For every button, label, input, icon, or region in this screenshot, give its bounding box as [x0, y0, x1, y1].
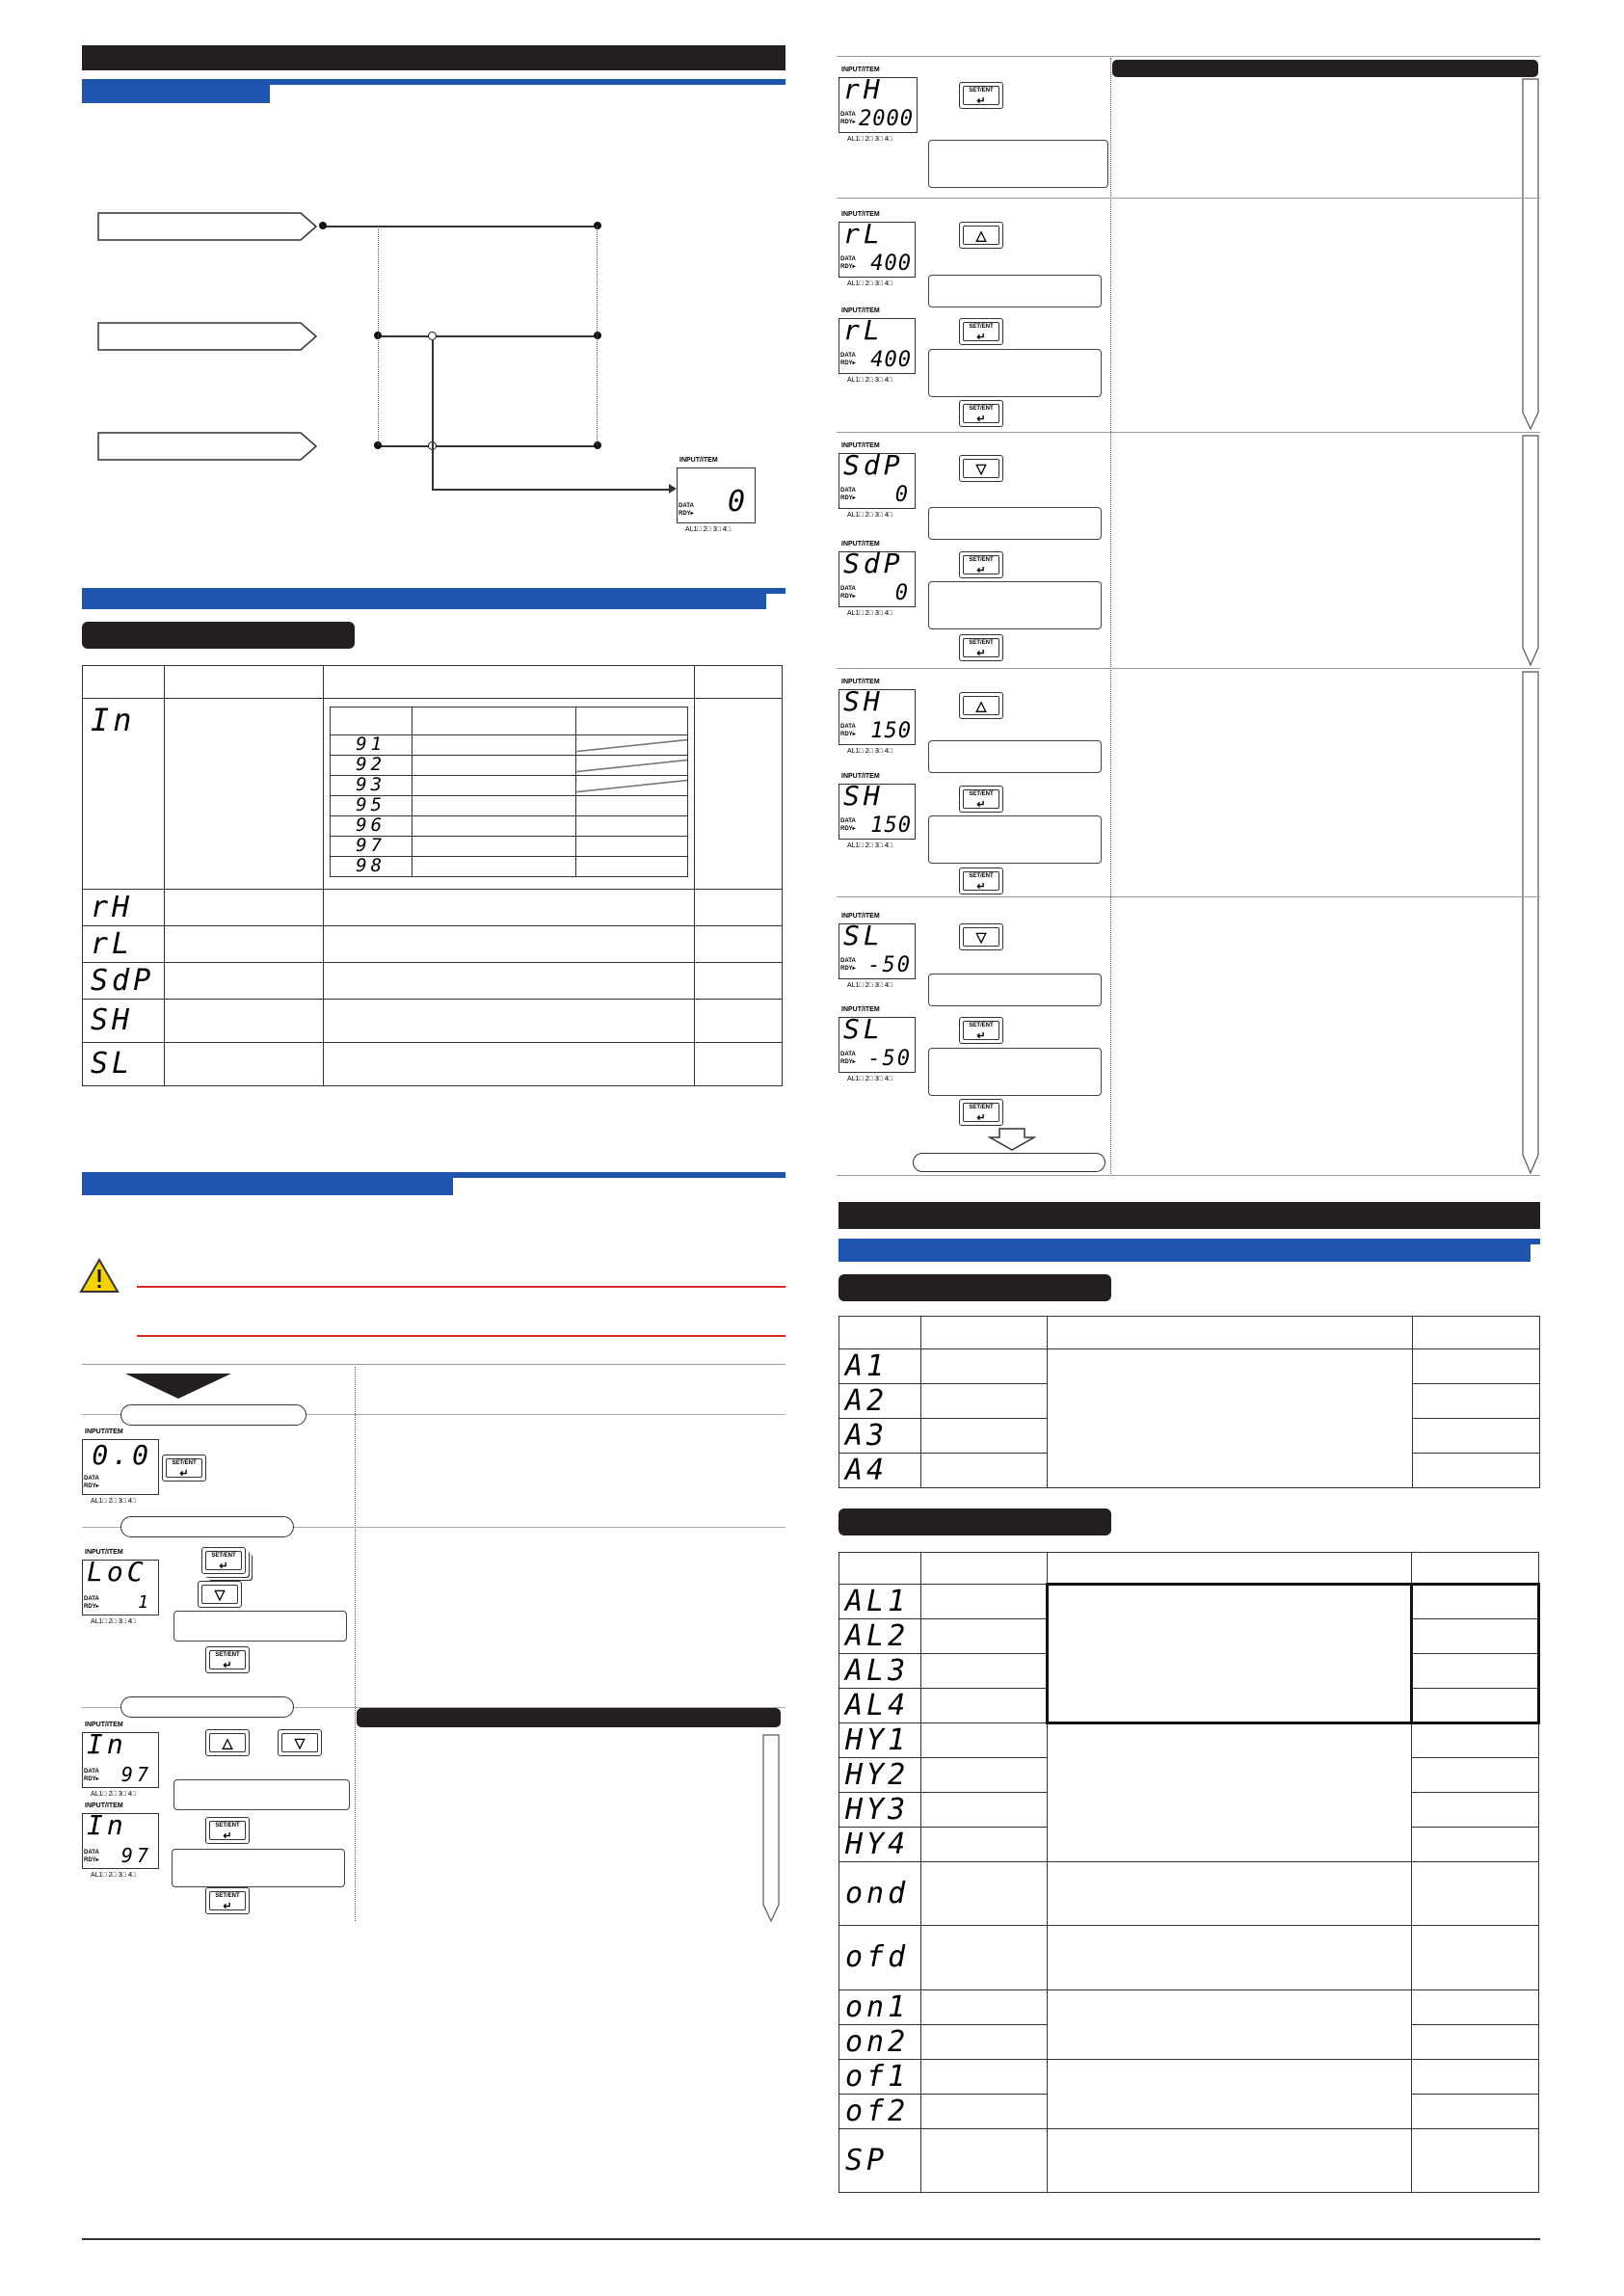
lcd-al-row: AL1□ 2□ 3□ 4□ [847, 610, 892, 617]
lcd-rdy-label: RDY▸ [84, 1483, 99, 1489]
lcd-al-row: AL1□ 2□ 3□ 4□ [91, 1498, 136, 1505]
param-code: SdP [91, 963, 155, 998]
step-label [120, 1516, 294, 1537]
lcd-rdy-label: RDY▸ [840, 594, 856, 600]
lcd-rdy-label: RDY▸ [840, 495, 856, 501]
lcd-al-row: AL1□ 2□ 3□ 4□ [847, 136, 892, 143]
lcd-rdy-label: RDY▸ [84, 1604, 99, 1610]
table-title-pill [82, 622, 355, 649]
param-code: HY4 [845, 1827, 910, 1861]
lcd-lock [82, 1549, 159, 1625]
enter-icon: ↵ [976, 414, 986, 425]
step-label [120, 1404, 306, 1426]
lcd-al-row: AL1□ 2□ 3□ 4□ [847, 842, 892, 849]
enter-icon: ↵ [976, 565, 986, 576]
param-code: on2 [845, 2024, 910, 2059]
note-box [173, 1611, 347, 1642]
note-box [172, 1849, 345, 1887]
lcd-rdy-label: RDY▸ [84, 1776, 99, 1782]
set-ent-key[interactable] [959, 400, 1003, 427]
step-label [913, 1153, 1105, 1172]
lcd-top-label: INPUT/ITEM [841, 307, 880, 314]
lcd-top-label: INPUT/ITEM [841, 913, 880, 920]
input-code-subtable [330, 707, 688, 877]
caution-line [137, 1335, 785, 1337]
table-title-pill [839, 1274, 1111, 1301]
lcd-value: 97 [120, 1763, 152, 1786]
lcd-al-row: AL1□ 2□ 3□ 4□ [91, 1618, 136, 1625]
param-code: rL [91, 926, 134, 961]
lcd-data-label: DATA [840, 256, 856, 262]
input-code: 92 [356, 754, 386, 775]
enter-icon: ↵ [976, 799, 986, 811]
input-code: 97 [356, 835, 386, 856]
lcd-data-label: DATA [840, 112, 856, 118]
note-box [928, 974, 1102, 1006]
down-key[interactable] [198, 1581, 242, 1608]
key-label: SET/ENT [969, 1023, 994, 1028]
down-key[interactable] [278, 1729, 322, 1756]
lcd-param: SdP [843, 449, 904, 481]
param-code: HY1 [845, 1722, 910, 1757]
lcd-top-label: INPUT/ITEM [841, 442, 880, 449]
param-code: of1 [845, 2059, 910, 2094]
lcd-top-label: INPUT/ITEM [679, 457, 718, 464]
key-label: SET/ENT [969, 640, 994, 646]
up-arrow-icon: △ [975, 227, 987, 243]
lcd-data-label: DATA [840, 353, 856, 359]
enter-icon: ↵ [223, 1660, 232, 1671]
lcd-rdy-label: RDY▸ [84, 1857, 99, 1863]
lcd-value: 150 [870, 814, 912, 838]
enter-icon: ↵ [223, 1830, 232, 1842]
note-box [928, 140, 1108, 188]
lcd-top-label: INPUT/ITEM [85, 1802, 123, 1809]
lcd-al-row: AL1□ 2□ 3□ 4□ [847, 1076, 892, 1082]
set-ent-key[interactable] [205, 1817, 250, 1844]
input-tags [96, 207, 328, 467]
lcd-top-label: INPUT/ITEM [841, 773, 880, 780]
lcd-sh-edit [839, 679, 916, 755]
param-code: AL2 [845, 1618, 910, 1653]
lcd-value: 150 [870, 719, 912, 743]
lcd-sl-edit [839, 913, 916, 989]
param-code: A3 [845, 1418, 889, 1453]
note-box [928, 349, 1102, 397]
lcd-param: SH [843, 780, 884, 812]
lcd-rdy-label: RDY▸ [840, 1059, 856, 1065]
enter-icon: ↵ [219, 1561, 228, 1572]
lcd-in-select [82, 1722, 159, 1798]
lcd-data-label: DATA [840, 724, 856, 730]
param-code: HY3 [845, 1792, 910, 1827]
input-code: 96 [356, 814, 386, 836]
set-ent-key[interactable] [959, 634, 1003, 661]
lcd-param: rL [843, 218, 884, 250]
flow-arrow [1521, 77, 1540, 432]
lcd-rdy-label: RDY▸ [679, 511, 694, 517]
lcd-data-label: DATA [84, 1769, 99, 1775]
note-box [173, 1779, 350, 1810]
lcd-value: 0.0 [92, 1439, 152, 1471]
section-header-bar [839, 1202, 1540, 1229]
lcd-top-label: INPUT/ITEM [841, 679, 880, 685]
note-box [928, 507, 1102, 540]
param-code: A2 [845, 1383, 889, 1418]
flow-arrow [1521, 434, 1540, 667]
lcd-initial [82, 1428, 159, 1505]
lcd-data-label: DATA [840, 958, 856, 964]
param-code: HY2 [845, 1757, 910, 1792]
lcd-top-label: INPUT/ITEM [841, 1006, 880, 1013]
lcd-top-label: INPUT/ITEM [841, 67, 880, 73]
enter-icon: ↵ [976, 648, 986, 659]
note-header-pill [1112, 60, 1538, 77]
lcd-param: SL [843, 1013, 884, 1045]
enter-icon: ↵ [976, 332, 986, 343]
down-arrow-icon [988, 1128, 1036, 1151]
lcd-sdp-edit [839, 442, 916, 519]
lcd-top-label: INPUT/ITEM [85, 1722, 123, 1728]
lcd-param: LoC [87, 1556, 147, 1588]
param-code: ond [845, 1876, 910, 1910]
step-label [120, 1696, 294, 1718]
up-arrow-icon: △ [975, 698, 987, 713]
flow-arrow [761, 1733, 781, 1924]
lcd-rdy-label: RDY▸ [840, 826, 856, 832]
lcd-param: SdP [843, 547, 904, 579]
lcd-al-row: AL1□ 2□ 3□ 4□ [847, 377, 892, 384]
lcd-value: 97 [120, 1844, 152, 1867]
warning-triangle-icon [79, 1258, 120, 1295]
key-label: SET/ENT [172, 1460, 197, 1466]
param-code: SL [91, 1047, 134, 1081]
up-key[interactable] [959, 222, 1003, 249]
param-code: of2 [845, 2094, 910, 2128]
enter-icon: ↵ [179, 1468, 189, 1480]
input-code: 98 [356, 855, 386, 876]
param-code: AL4 [845, 1688, 910, 1722]
param-code: A1 [845, 1348, 889, 1383]
enter-icon: ↵ [223, 1901, 232, 1912]
lcd-rdy-label: RDY▸ [840, 120, 856, 125]
lcd-data-label: DATA [840, 1052, 856, 1057]
lcd-value: 2000 [859, 107, 914, 131]
lcd-sdp-confirm [839, 541, 916, 617]
key-label: SET/ENT [969, 873, 994, 879]
param-code: AL3 [845, 1653, 910, 1688]
lcd-value: 1 [138, 1592, 152, 1613]
caution-line [137, 1286, 785, 1288]
input-parameter-table [82, 665, 783, 1086]
param-code: A4 [845, 1453, 889, 1487]
down-arrow-icon: ▽ [294, 1735, 306, 1750]
input-code: 93 [356, 774, 386, 795]
lcd-top-label: INPUT/ITEM [841, 541, 880, 547]
set-ent-key[interactable] [959, 1017, 1003, 1044]
param-code: SH [91, 1003, 134, 1037]
set-ent-key[interactable] [959, 868, 1003, 894]
section-line-alarm [839, 1239, 1531, 1262]
note-box [928, 1048, 1102, 1096]
lcd-in-confirm [82, 1802, 159, 1879]
note-header-pill [357, 1708, 781, 1727]
set-ent-key[interactable] [959, 786, 1003, 813]
lcd-rdy-label: RDY▸ [840, 966, 856, 972]
set-ent-key[interactable] [959, 1099, 1003, 1126]
param-code: AL1 [845, 1584, 910, 1618]
lcd-top-label: INPUT/ITEM [85, 1549, 123, 1556]
lcd-data-label: DATA [84, 1850, 99, 1855]
lcd-value: 0 [894, 581, 912, 605]
lcd-value: 0 [894, 483, 912, 507]
lcd-param: In [87, 1809, 127, 1841]
lcd-rh [839, 67, 918, 143]
key-label: SET/ENT [969, 88, 994, 93]
lcd-data-label: DATA [840, 818, 856, 824]
key-label: SET/ENT [215, 1652, 240, 1658]
set-ent-key[interactable] [959, 551, 1003, 578]
down-arrow-icon: ▽ [214, 1587, 226, 1602]
key-label: SET/ENT [969, 324, 994, 330]
key-label: SET/ENT [215, 1893, 240, 1899]
param-code: on1 [845, 1989, 910, 2024]
section-line-input [82, 588, 766, 609]
table-title-pill [839, 1508, 1111, 1535]
note-box [928, 740, 1102, 773]
footer-rule [82, 2238, 1540, 2240]
down-arrow-icon: ▽ [975, 929, 987, 945]
enter-icon: ↵ [976, 95, 986, 107]
enter-icon: ↵ [976, 1030, 986, 1042]
param-code: In [91, 702, 136, 738]
lcd-al-row: AL1□ 2□ 3□ 4□ [91, 1872, 136, 1879]
flow-arrow [1521, 670, 1540, 1176]
down-key[interactable] [959, 923, 1003, 950]
set-ent-key[interactable] [205, 1646, 250, 1673]
param-code: rH [91, 890, 134, 924]
lcd-param: In [87, 1728, 127, 1760]
set-ent-key[interactable] [162, 1455, 206, 1482]
enter-icon: ↵ [976, 1112, 986, 1124]
diagram-lcd [677, 457, 756, 533]
up-arrow-icon: △ [222, 1735, 233, 1750]
down-key[interactable] [959, 455, 1003, 482]
lcd-rl-confirm [839, 307, 916, 384]
lcd-param: SH [843, 685, 884, 717]
up-key[interactable] [205, 1729, 250, 1756]
down-arrow-icon [125, 1374, 231, 1401]
key-label: SET/ENT [969, 791, 994, 797]
lcd-value: 0 [727, 485, 749, 519]
param-code: SP [845, 2143, 889, 2177]
note-box [928, 581, 1102, 629]
set-ent-key[interactable] [959, 82, 1003, 109]
section-header-bar [82, 45, 785, 70]
lcd-data-label: DATA [840, 488, 856, 494]
lcd-sh-confirm [839, 773, 916, 849]
set-ent-key[interactable] [959, 318, 1003, 345]
note-box [928, 275, 1102, 307]
note-box [928, 815, 1102, 864]
key-label: SET/ENT [969, 1105, 994, 1110]
lcd-value: -50 [867, 953, 912, 977]
up-key[interactable] [959, 692, 1003, 719]
lcd-value: -50 [867, 1047, 912, 1071]
procedure-line [82, 1172, 785, 1178]
lcd-al-row: AL1□ 2□ 3□ 4□ [847, 280, 892, 287]
lcd-al-row: AL1□ 2□ 3□ 4□ [91, 1791, 136, 1798]
key-label: SET/ENT [215, 1823, 240, 1829]
lcd-param: rL [843, 314, 884, 346]
down-arrow-icon: ▽ [975, 461, 987, 476]
lcd-data-label: DATA [84, 1476, 99, 1482]
param-code: ofd [845, 1940, 910, 1974]
lcd-top-label: INPUT/ITEM [841, 211, 880, 218]
lcd-value: 400 [870, 252, 912, 276]
alarm-type-table [839, 1316, 1540, 1488]
lcd-rdy-label: RDY▸ [840, 264, 856, 270]
lcd-data-label: DATA [679, 503, 694, 509]
subsection-line [82, 79, 785, 85]
key-label: SET/ENT [969, 406, 994, 412]
lcd-rdy-label: RDY▸ [840, 360, 856, 366]
subsection-tab [82, 82, 270, 103]
lcd-sl-confirm [839, 1006, 916, 1082]
set-ent-key[interactable] [205, 1887, 250, 1914]
lcd-top-label: INPUT/ITEM [85, 1428, 123, 1435]
lcd-param: rH [843, 73, 884, 105]
input-code: 95 [356, 794, 386, 815]
enter-icon: ↵ [976, 881, 986, 893]
lcd-rl-edit [839, 211, 916, 287]
lcd-al-row: AL1□ 2□ 3□ 4□ [847, 982, 892, 989]
lcd-al-row: AL1□ 2□ 3□ 4□ [847, 748, 892, 755]
lcd-rdy-label: RDY▸ [840, 732, 856, 737]
key-label: SET/ENT [969, 557, 994, 563]
lcd-value: 400 [870, 348, 912, 372]
input-code: 91 [356, 734, 386, 755]
key-label: SET/ENT [211, 1553, 236, 1559]
lcd-data-label: DATA [84, 1596, 99, 1602]
alarm-setting-table [839, 1552, 1540, 2193]
lcd-al-row: AL1□ 2□ 3□ 4□ [847, 512, 892, 519]
lcd-al-row: AL1□ 2□ 3□ 4□ [685, 526, 731, 533]
lcd-param: SL [843, 920, 884, 951]
lcd-data-label: DATA [840, 586, 856, 592]
set-ent-key[interactable] [201, 1547, 246, 1574]
